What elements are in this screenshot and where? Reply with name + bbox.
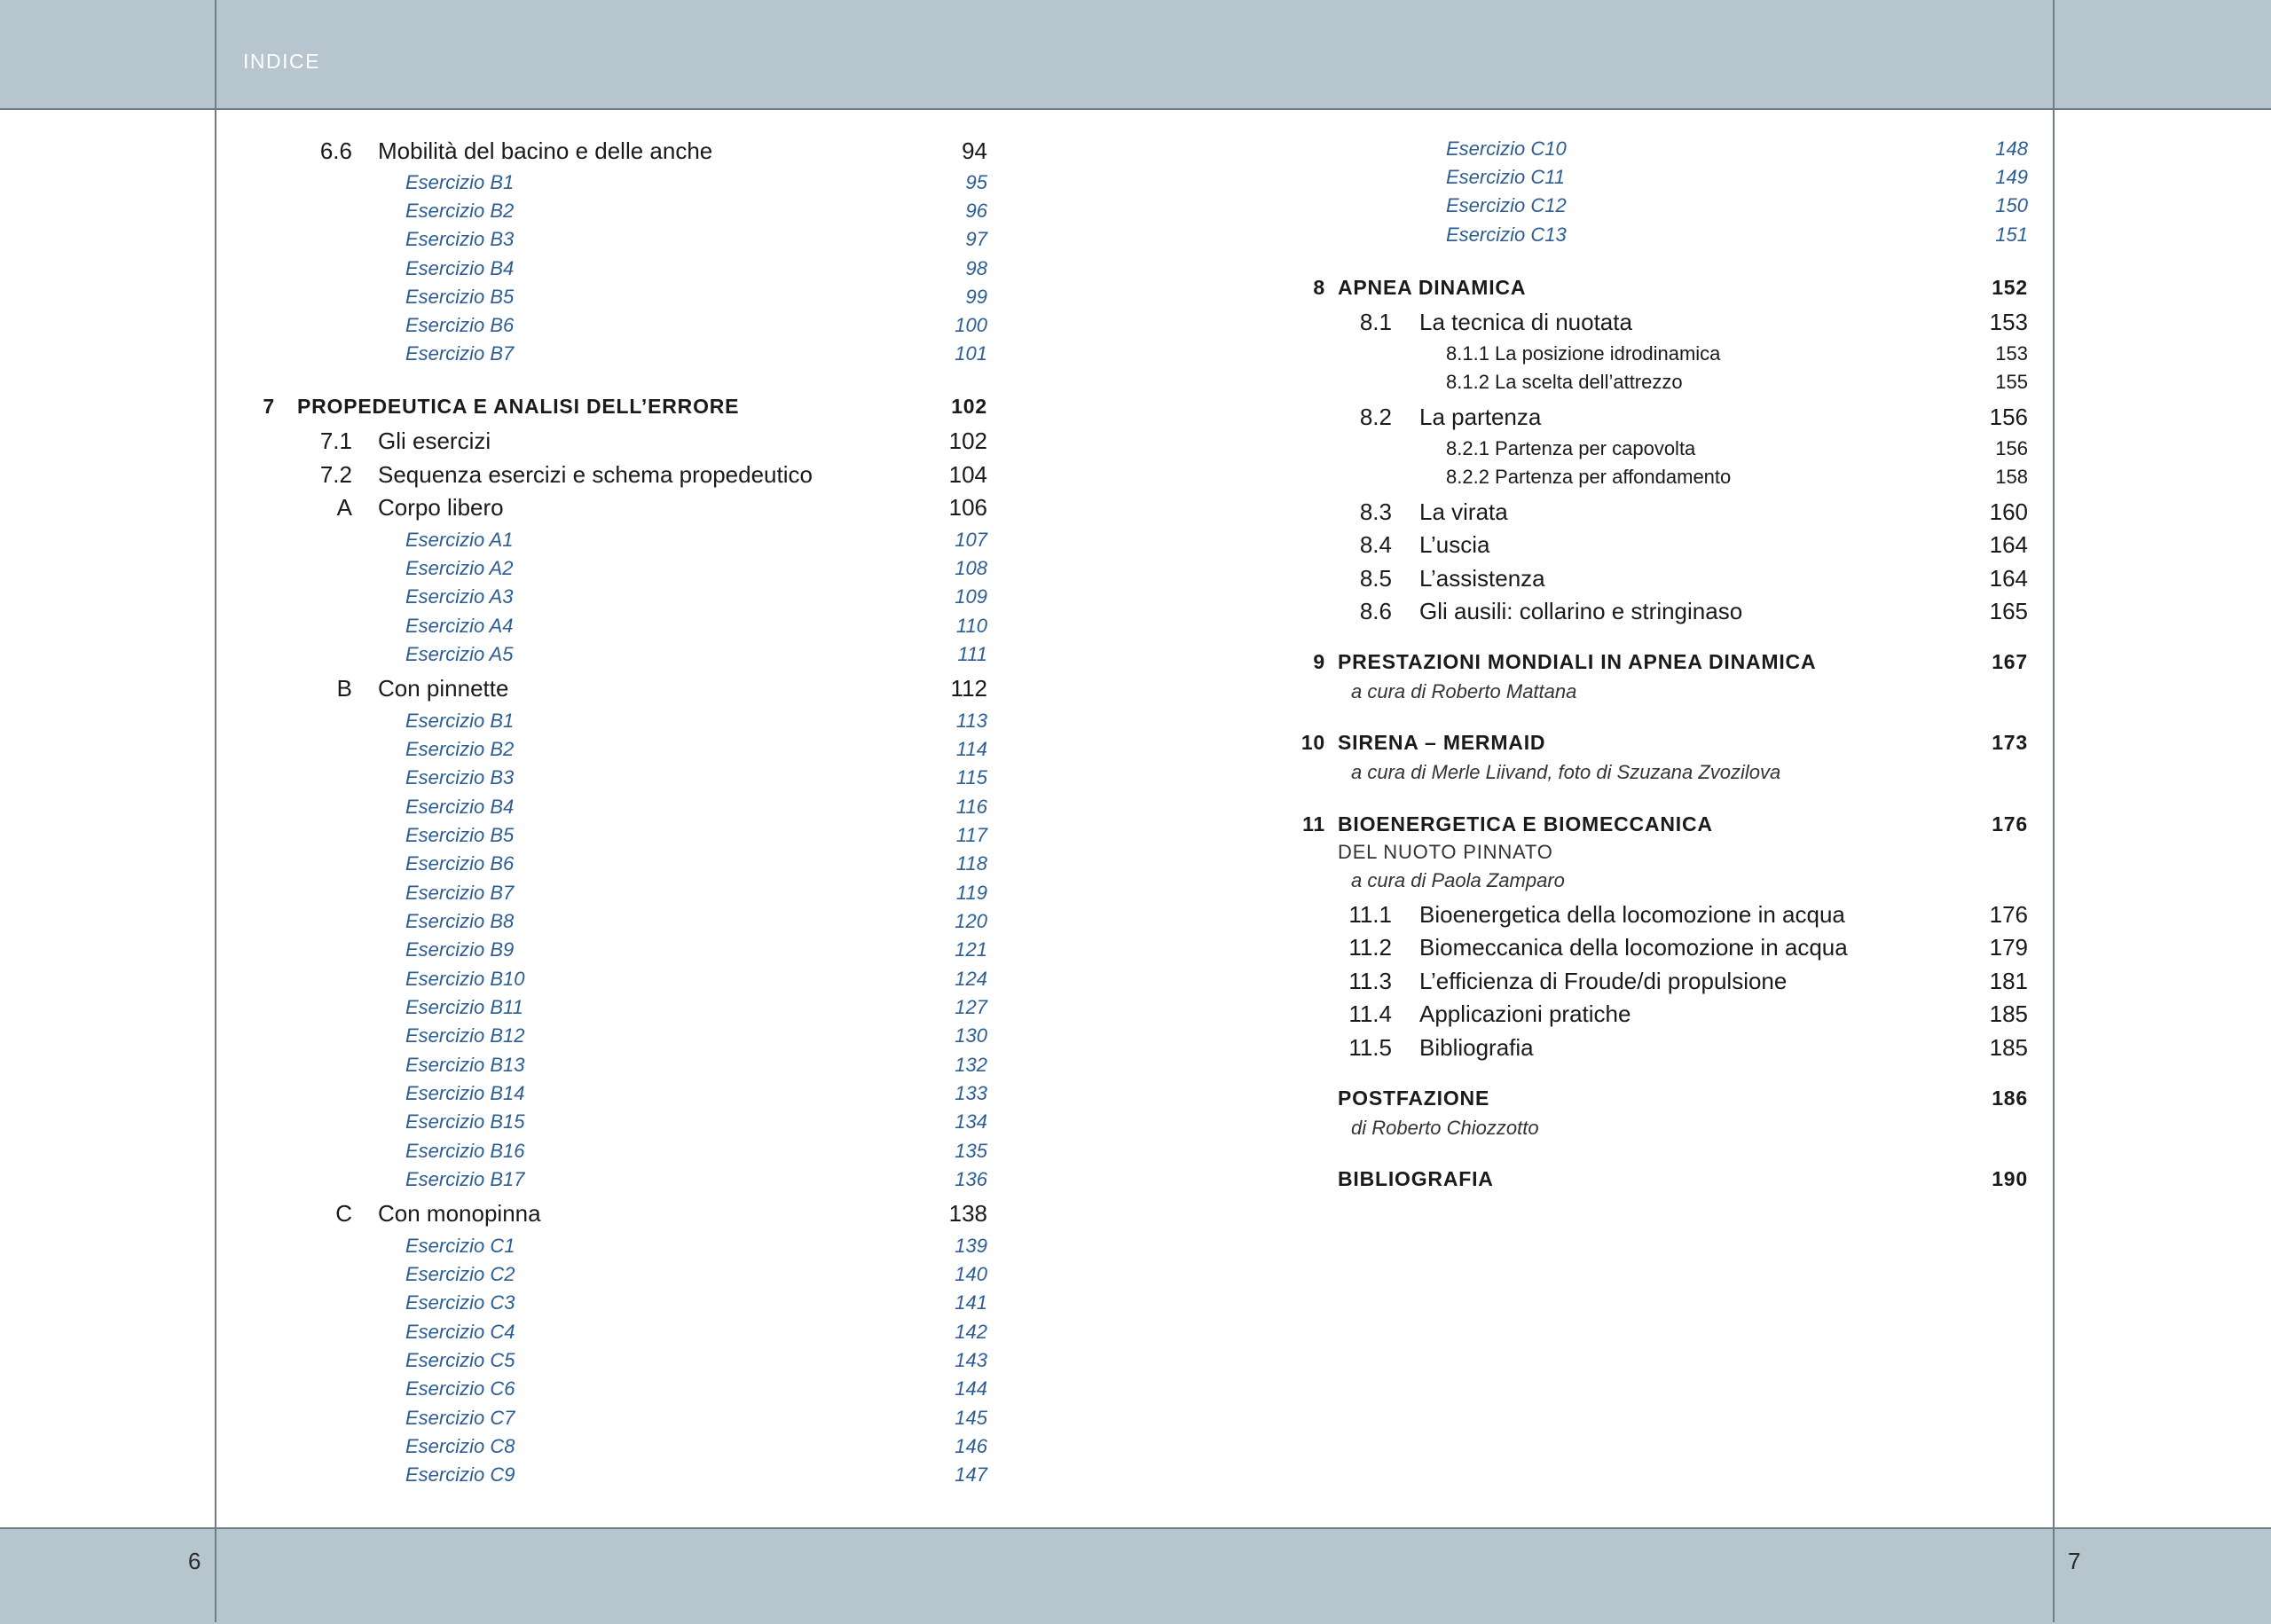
toc-entry-page: 139 <box>955 1235 987 1257</box>
toc-entry-page: 100 <box>955 314 987 336</box>
toc-entry-page: 109 <box>955 585 987 608</box>
toc-entry-title: BIOENERGETICA E BIOMECCANICA <box>1338 812 1713 836</box>
toc-entry-page: 160 <box>1989 498 2028 525</box>
toc-entry-title: SIRENA – MERMAID <box>1338 731 1546 754</box>
toc-entry-title: Applicazioni pratiche <box>1419 1000 1631 1027</box>
toc-entry-number: 11.5 <box>1348 1034 1392 1061</box>
toc-entry-title: Esercizio B5 <box>405 824 515 846</box>
toc-entry-title: Esercizio B9 <box>405 938 515 961</box>
toc-entry-title: Esercizio B4 <box>405 257 515 279</box>
toc-entry-title: di Roberto Chiozzotto <box>1351 1117 1539 1139</box>
toc-entry-page: 185 <box>1989 1000 2028 1027</box>
toc-entry-page: 167 <box>1992 650 2028 673</box>
toc-entry-page: 132 <box>955 1054 987 1076</box>
toc-entry-number: 7.1 <box>319 428 352 454</box>
toc-entry-page: 107 <box>955 529 987 551</box>
toc-entry-page: 120 <box>955 910 987 932</box>
toc-entry-page: 146 <box>955 1435 987 1457</box>
toc-entry-title: Esercizio B3 <box>405 766 515 788</box>
toc-entry-title: Esercizio C6 <box>405 1377 515 1400</box>
toc-entry-page: 176 <box>1992 812 2028 836</box>
toc-entry-title: L’assistenza <box>1419 565 1545 592</box>
toc-entry-page: 102 <box>948 428 987 454</box>
toc-entry-title: Sequenza esercizi e schema propedeutico <box>378 461 813 488</box>
toc-entry-page: 156 <box>1995 437 2028 459</box>
toc-entry-page: 144 <box>955 1377 987 1400</box>
toc-entry-page: 179 <box>1989 934 2028 961</box>
toc-entry-page: 101 <box>955 342 987 365</box>
toc-entry-title: Esercizio B17 <box>405 1168 525 1190</box>
toc-entry-page: 141 <box>955 1291 987 1314</box>
toc-entry-page: 97 <box>965 228 987 250</box>
toc-entry-number: A <box>336 494 352 521</box>
toc-entry-title: Gli esercizi <box>378 428 491 454</box>
toc-entry-page: 115 <box>955 766 987 788</box>
toc-entry-title: Esercizio C12 <box>1446 194 1567 216</box>
toc-entry-title: Esercizio A2 <box>405 557 514 579</box>
toc-entry-title: Esercizio A5 <box>405 643 514 665</box>
toc-entry-page: 155 <box>1995 371 2028 393</box>
toc-entry-page: 136 <box>955 1168 987 1190</box>
toc-entry-title: PROPEDEUTICA E ANALISI DELL’ERRORE <box>297 395 740 418</box>
toc-entry-page: 152 <box>1992 276 2028 299</box>
toc-entry-title: Corpo libero <box>378 494 504 521</box>
toc-entry-title: Esercizio B6 <box>405 852 515 875</box>
toc-entry-page: 153 <box>1989 309 2028 335</box>
toc-entry-page: 110 <box>955 615 987 637</box>
toc-entry-title: 8.1.2 La scelta dell’attrezzo <box>1446 371 1683 393</box>
toc-entry-number: C <box>335 1200 352 1227</box>
toc-entry-page: 124 <box>955 968 987 990</box>
toc-entry-page: 106 <box>948 494 987 521</box>
toc-entry-title: Esercizio C2 <box>405 1263 515 1285</box>
toc-entry-page: 147 <box>955 1463 987 1486</box>
toc-entry-number: 7.2 <box>319 461 352 488</box>
toc-entry-number: 10 <box>1301 731 1325 754</box>
toc-entry-page: 96 <box>965 200 987 222</box>
toc-entry-number: 8.2 <box>1359 404 1392 430</box>
toc-entry-title: POSTFAZIONE <box>1338 1087 1490 1110</box>
toc-entry-page: 118 <box>955 852 987 875</box>
toc-entry-title: La virata <box>1419 498 1508 525</box>
toc-entry-page: 148 <box>1995 137 2028 160</box>
toc-entry-number: 6.6 <box>319 137 352 164</box>
toc-entry-page: 186 <box>1992 1087 2028 1110</box>
toc-entry-page: 190 <box>1992 1167 2028 1190</box>
toc-entry-title: APNEA DINAMICA <box>1338 276 1527 299</box>
toc-entry-title: 8.2.1 Partenza per capovolta <box>1446 437 1696 459</box>
toc-entry-title: Esercizio B14 <box>405 1082 525 1104</box>
toc-entry-page: 156 <box>1989 404 2028 430</box>
toc-entry-title: Esercizio B8 <box>405 910 515 932</box>
toc-entry-title: Esercizio B2 <box>405 738 515 760</box>
toc-entry-page: 108 <box>955 557 987 579</box>
toc-entry-title: L’efficienza di Froude/di propulsione <box>1419 968 1788 994</box>
toc-entry-page: 164 <box>1989 531 2028 558</box>
toc-entry-title: Esercizio B7 <box>405 342 515 365</box>
toc-entry-title: Esercizio C7 <box>405 1407 515 1429</box>
toc-entry-page: 130 <box>955 1024 987 1047</box>
toc-entry-title: Con pinnette <box>378 675 509 702</box>
toc-entry-title: Biomeccanica della locomozione in acqua <box>1419 934 1848 961</box>
header-band <box>0 0 2271 110</box>
toc-entry-page: 173 <box>1992 731 2028 754</box>
toc-entry-title: Esercizio C11 <box>1446 166 1566 188</box>
toc-entry-page: 102 <box>951 395 987 418</box>
toc-entry-title: Gli ausili: collarino e stringinaso <box>1419 598 1743 624</box>
toc-entry-number: 11.3 <box>1348 968 1392 994</box>
toc-entry-title: Esercizio A1 <box>405 529 514 551</box>
toc-entry-number: 8.3 <box>1359 498 1392 525</box>
toc-entry-number: 8 <box>1313 276 1325 299</box>
toc-entry-title: Esercizio C13 <box>1446 224 1567 246</box>
page-number-left: 6 <box>188 1548 201 1574</box>
toc-entry-title: Esercizio B7 <box>405 882 515 904</box>
toc-entry-title: Esercizio C8 <box>405 1435 515 1457</box>
toc-entry-number: 7 <box>263 395 275 418</box>
toc-entry-number: 8.4 <box>1359 531 1392 558</box>
toc-entry-title: Con monopinna <box>378 1200 541 1227</box>
toc-entry-title: L’uscia <box>1419 531 1490 558</box>
right-margin-rule <box>2053 0 2055 1622</box>
toc-entry-page: 99 <box>965 286 987 308</box>
toc-entry-title: Esercizio C3 <box>405 1291 515 1314</box>
toc-entry-page: 151 <box>1995 224 2028 246</box>
toc-entry-title: La partenza <box>1419 404 1542 430</box>
toc-entry-page: 95 <box>965 171 987 193</box>
toc-entry-title: Bioenergetica della locomozione in acqua <box>1419 901 1845 928</box>
toc-entry-title: BIBLIOGRAFIA <box>1338 1167 1494 1190</box>
toc-entry-page: 119 <box>955 882 987 904</box>
footer-band <box>0 1527 2271 1624</box>
toc-entry-page: 143 <box>955 1349 987 1371</box>
toc-entry-title: Esercizio B2 <box>405 200 515 222</box>
left-margin-rule <box>215 0 216 1622</box>
toc-entry-page: 181 <box>1989 968 2028 994</box>
toc-entry-title: Esercizio B15 <box>405 1110 525 1133</box>
toc-entry-title: DEL NUOTO PINNATO <box>1338 841 1553 863</box>
toc-entry-page: 98 <box>965 257 987 279</box>
toc-entry-title: a cura di Roberto Mattana <box>1351 680 1577 702</box>
toc-entry-title: 8.1.1 La posizione idrodinamica <box>1446 342 1721 365</box>
toc-entry-title: Esercizio C10 <box>1446 137 1567 160</box>
toc-entry-title: Esercizio C1 <box>405 1235 515 1257</box>
page-number-right: 7 <box>2068 1548 2081 1574</box>
toc-entry-number: 8.6 <box>1359 598 1392 624</box>
toc-entry-page: 104 <box>948 461 987 488</box>
toc-entry-title: Esercizio A3 <box>405 585 514 608</box>
toc-entry-page: 114 <box>955 738 987 760</box>
toc-entry-number: 11.2 <box>1348 934 1392 961</box>
toc-entry-title: 8.2.2 Partenza per affondamento <box>1446 466 1732 488</box>
toc-entry-title: Esercizio B11 <box>405 996 523 1018</box>
toc-entry-page: 176 <box>1989 901 2028 928</box>
toc-entry-number: 11.1 <box>1348 901 1392 928</box>
toc-entry-page: 165 <box>1989 598 2028 624</box>
running-header: INDICE <box>243 50 320 73</box>
toc-entry-page: 133 <box>955 1082 987 1104</box>
toc-entry-title: Esercizio B1 <box>405 171 515 193</box>
toc-entry-number: 9 <box>1313 650 1325 673</box>
toc-entry-title: Esercizio B6 <box>405 314 515 336</box>
toc-entry-page: 112 <box>950 675 987 702</box>
toc-entry-title: Esercizio B10 <box>405 968 525 990</box>
toc-entry-title: La tecnica di nuotata <box>1419 309 1632 335</box>
toc-entry-page: 142 <box>955 1321 987 1343</box>
toc-entry-title: Esercizio B3 <box>405 228 515 250</box>
toc-entry-page: 127 <box>955 996 987 1018</box>
toc-entry-title: Mobilità del bacino e delle anche <box>378 137 713 164</box>
toc-entry-title: Esercizio B1 <box>405 710 515 732</box>
toc-entry-page: 121 <box>955 938 987 961</box>
toc-entry-title: Bibliografia <box>1419 1034 1534 1061</box>
toc-entry-title: PRESTAZIONI MONDIALI IN APNEA DINAMICA <box>1338 650 1817 673</box>
toc-entry-number: 11.4 <box>1348 1000 1392 1027</box>
toc-entry-number: B <box>336 675 352 702</box>
toc-entry-page: 116 <box>955 796 987 818</box>
toc-entry-page: 140 <box>955 1263 987 1285</box>
toc-entry-page: 94 <box>962 137 987 164</box>
toc-entry-number: 8.5 <box>1359 565 1392 592</box>
toc-entry-title: a cura di Paola Zamparo <box>1351 869 1565 891</box>
toc-entry-page: 164 <box>1989 565 2028 592</box>
toc-entry-title: Esercizio B12 <box>405 1024 525 1047</box>
toc-entry-number: 8.1 <box>1359 309 1392 335</box>
toc-entry-title: Esercizio B13 <box>405 1054 525 1076</box>
toc-entry-title: Esercizio C9 <box>405 1463 515 1486</box>
toc-entry-title: a cura di Merle Liivand, foto di Szuzana Zvozilova <box>1351 761 1781 783</box>
toc-entry-page: 158 <box>1995 466 2028 488</box>
toc-entry-page: 153 <box>1995 342 2028 365</box>
toc-entry-title: Esercizio B16 <box>405 1140 525 1162</box>
toc-entry-page: 145 <box>955 1407 987 1429</box>
toc-entry-title: Esercizio B4 <box>405 796 515 818</box>
toc-entry-page: 111 <box>957 643 987 665</box>
toc-entry-page: 117 <box>955 824 987 846</box>
toc-entry-title: Esercizio A4 <box>405 615 514 637</box>
toc-entry-page: 113 <box>955 710 987 732</box>
toc-entry-title: Esercizio C4 <box>405 1321 515 1343</box>
toc-entry-page: 150 <box>1995 194 2028 216</box>
toc-entry-page: 138 <box>948 1200 987 1227</box>
toc-entry-title: Esercizio B5 <box>405 286 515 308</box>
toc-entry-page: 135 <box>955 1140 987 1162</box>
toc-entry-number: 11 <box>1302 812 1325 836</box>
toc-entry-page: 134 <box>955 1110 987 1133</box>
toc-entry-page: 185 <box>1989 1034 2028 1061</box>
toc-entry-title: Esercizio C5 <box>405 1349 515 1371</box>
toc-entry-page: 149 <box>1995 166 2028 188</box>
